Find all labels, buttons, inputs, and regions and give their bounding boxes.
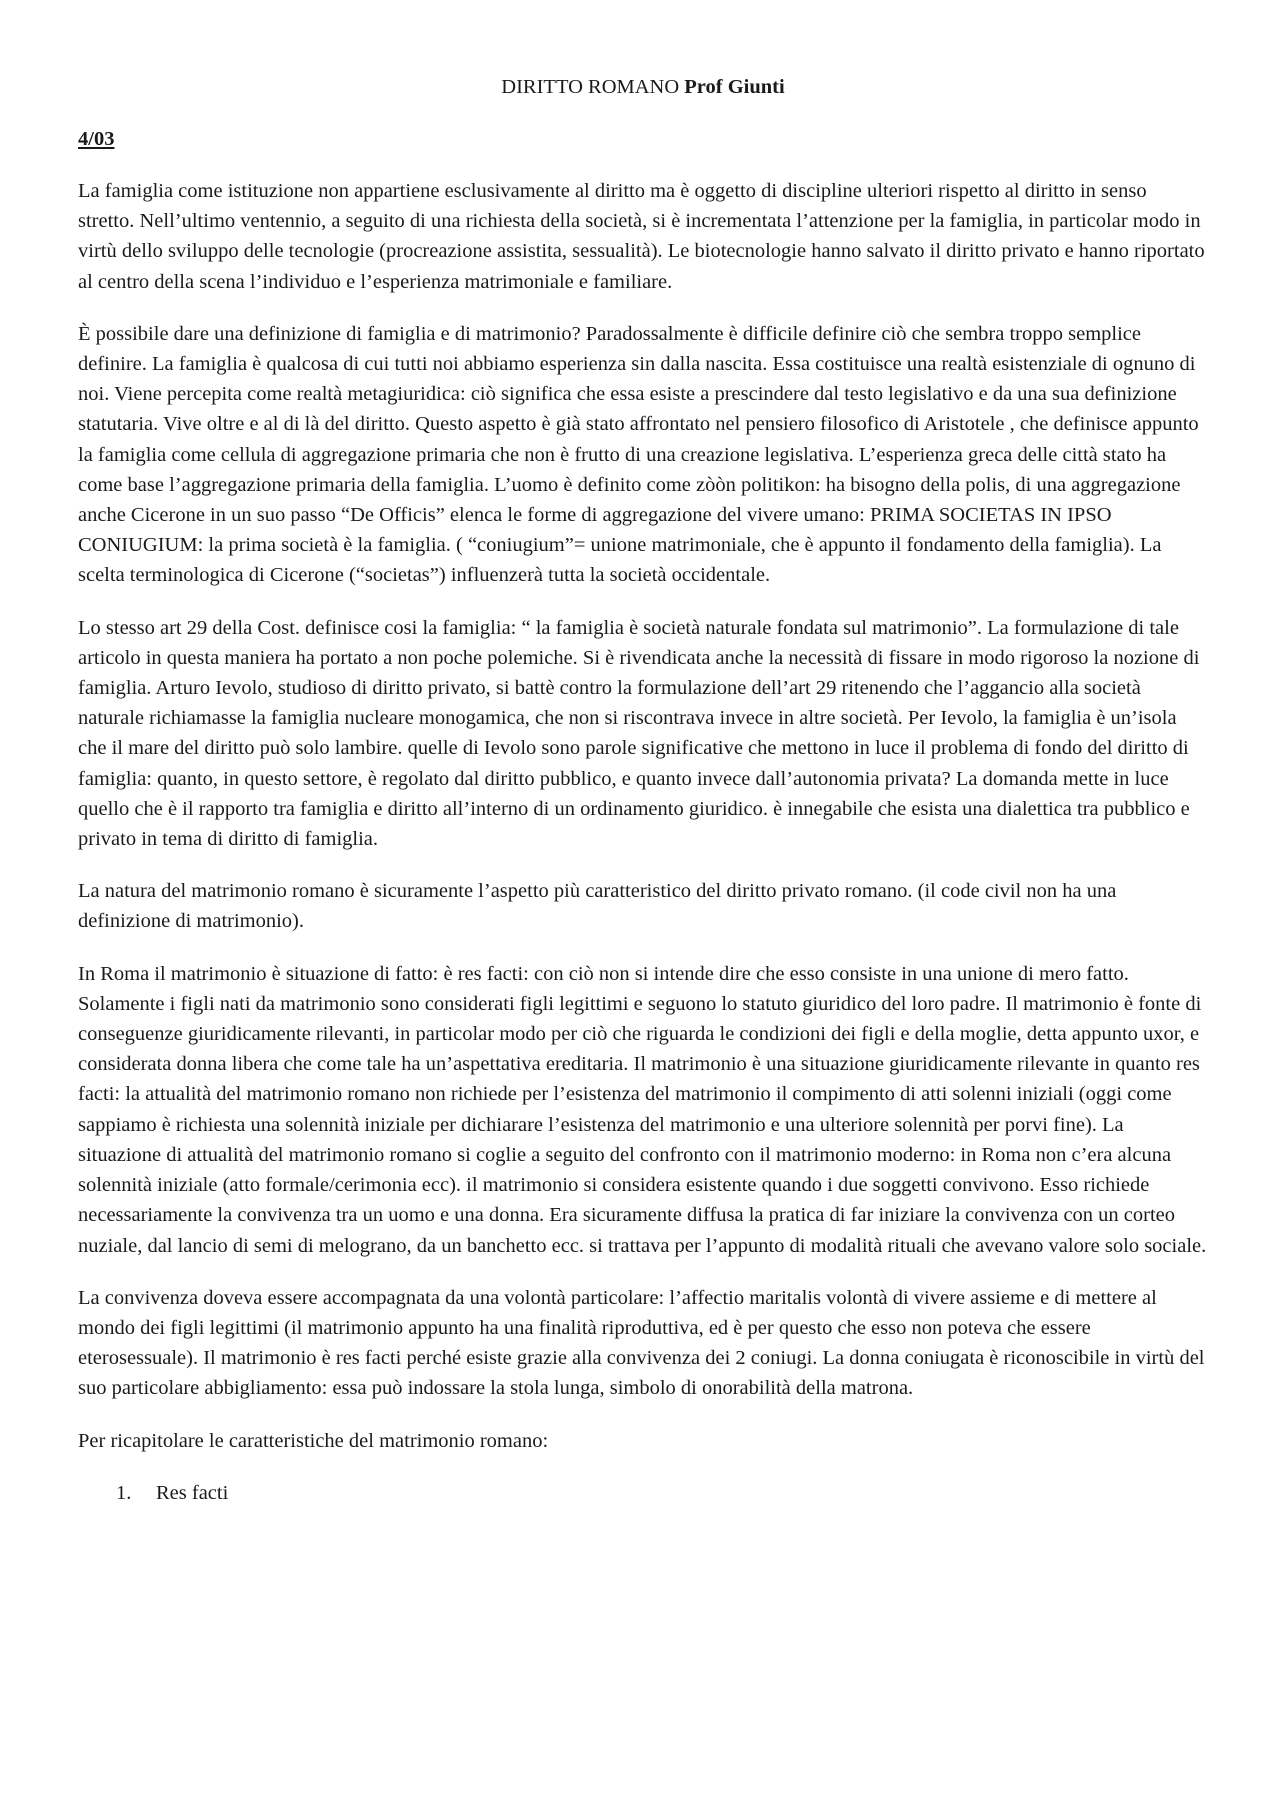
title-professor: Prof Giunti (684, 76, 785, 98)
list-item (78, 1478, 1208, 1508)
characteristics-list (78, 1478, 1208, 1508)
paragraph: Per ricapitolare le caratteristiche del matrimonio romano: (78, 1429, 549, 1452)
document-title (78, 72, 1208, 102)
list-item-number: 1. (116, 1481, 132, 1504)
paragraph: È possibile dare una definizione di famiglia e di matrimonio? Paradossalmente è difficile definire ciò che sembra troppo semplice definire. La famiglia è qualcosa di cui tutti noi abbiamo esperienza sin dalla nascita. Essa costituisce una realtà esistenziale di ognuno di noi. Viene percepita come realtà metagiuridica: ciò significa che essa esiste a prescindere dal testo legislativo e da una sua definizione statutaria. Vive oltre e al di là del diritto. Questo aspetto è già stato affrontato nel pensiero filosofico di Aristotele , che definisce appunto la famiglia come cellula di aggregazione primaria che non è frutto di una creazione legislativa. L’esperienza greca delle città stato ha come base l’aggregazione primaria della famiglia. L’uomo è definito come zòòn politikon: ha bisogno della polis, di una aggregazione anche Cicerone in un suo passo “De Officis” elenca le forme di aggregazione del vivere umano: PRIMA SOCIETAS IN IPSO CONIUGIUM: la prima società è la famiglia. ( “coniugium”= unione matrimoniale, che è appunto il fondamento della famiglia). La scelta terminologica di Cicerone (“societas”) influenzerà tutta la società occidentale. (78, 322, 1199, 587)
list-item-text: Res facti (156, 1481, 229, 1504)
paragraph: In Roma il matrimonio è situazione di fatto: è res facti: con ciò non si intende dire che esso consiste in una unione di mero fatto. Solamente i figli nati da matrimonio sono considerati figli legittimi e seguono lo statuto giuridico del loro padre. Il matrimonio è fonte di conseguenze giuridicamente rilevanti, in particolar modo per ciò che riguarda le condizioni dei figli e della moglie, detta appunto uxor, e considerata donna libera che come tale ha un’aspettativa ereditaria. Il matrimonio è una situazione giuridicamente rilevante in quanto res facti: la attualità del matrimonio romano non richiede per l’esistenza del matrimonio il compimento di atti solenni iniziali (oggi come sappiamo è richiesta una solennità iniziale per dichiarare l’esistenza del matrimonio e una ulteriore solennità per porvi fine). La situazione di attualità del matrimonio romano si coglie a seguito del confronto con il matrimonio moderno: in Roma non c’era alcuna solennità iniziale (atto formale/cerimonia ecc). il matrimonio si considera esistente quando i due soggetti convivono. Esso richiede necessariamente la convivenza tra un uomo e una donna. Era sicuramente diffusa la pratica di far iniziare la convivenza con un corteo nuziale, dal lancio di semi di melograno, da un banchetto ecc. si trattava per l’appunto di modalità rituali che avevano valore solo sociale. (78, 962, 1207, 1257)
lecture-date: 4/03 (78, 128, 115, 150)
paragraph: La famiglia come istituzione non appartiene esclusivamente al diritto ma è oggetto di discipline ulteriori rispetto al diritto in senso stretto. Nell’ultimo ventennio, a seguito di una richiesta della società, si è incrementata l’attenzione per la famiglia, in particolar modo in virtù dello sviluppo delle tecnologie (procreazione assistita, sessualità). Le biotecnologie hanno salvato il diritto privato e hanno riportato al centro della scena l’individuo e l’esperienza matrimoniale e familiare. (78, 180, 1205, 293)
paragraph: Lo stesso art 29 della Cost. definisce cosi la famiglia: “ la famiglia è società naturale fondata sul matrimonio”. La formulazione di tale articolo in questa maniera ha portato a non poche polemiche. Si è rivendicata anche la necessità di fissare in modo rigoroso la nozione di famiglia. Arturo Ievolo, studioso di diritto privato, si battè contro la formulazione dell’art 29 ritenendo che l’aggancio alla società naturale richiamasse la famiglia nucleare monogamica, che non si riscontrava invece in altre società. Per Ievolo, la famiglia è un’isola che il mare del diritto può solo lambire. quelle di Ievolo sono parole significative che mettono in luce il problema di fondo del diritto di famiglia: quanto, in questo settore, è regolato dal diritto pubblico, e quanto invece dall’autonomia privata? La domanda mette in luce quello che è il rapporto tra famiglia e diritto all’interno di un ordinamento giuridico. è innegabile che esista una dialettica tra pubblico e privato in tema di diritto di famiglia. (78, 616, 1200, 851)
paragraph: La natura del matrimonio romano è sicuramente l’aspetto più caratteristico del diritto privato romano. (il code civil non ha una definizione di matrimonio). (78, 880, 1117, 933)
paragraph: La convivenza doveva essere accompagnata da una volontà particolare: l’affectio maritalis volontà di vivere assieme e di mettere al mondo dei figli legittimi (il matrimonio appunto ha una finalità riproduttiva, ed è per questo che esso non poteva che essere eterosessuale). Il matrimonio è res facti perché esiste grazie alla convivenza dei 2 coniugi. La donna coniugata è riconoscibile in virtù del suo particolare abbigliamento: essa può indossare la stola lunga, simbolo di onorabilità della matrona. (78, 1286, 1205, 1400)
title-course: DIRITTO ROMANO (501, 76, 680, 98)
